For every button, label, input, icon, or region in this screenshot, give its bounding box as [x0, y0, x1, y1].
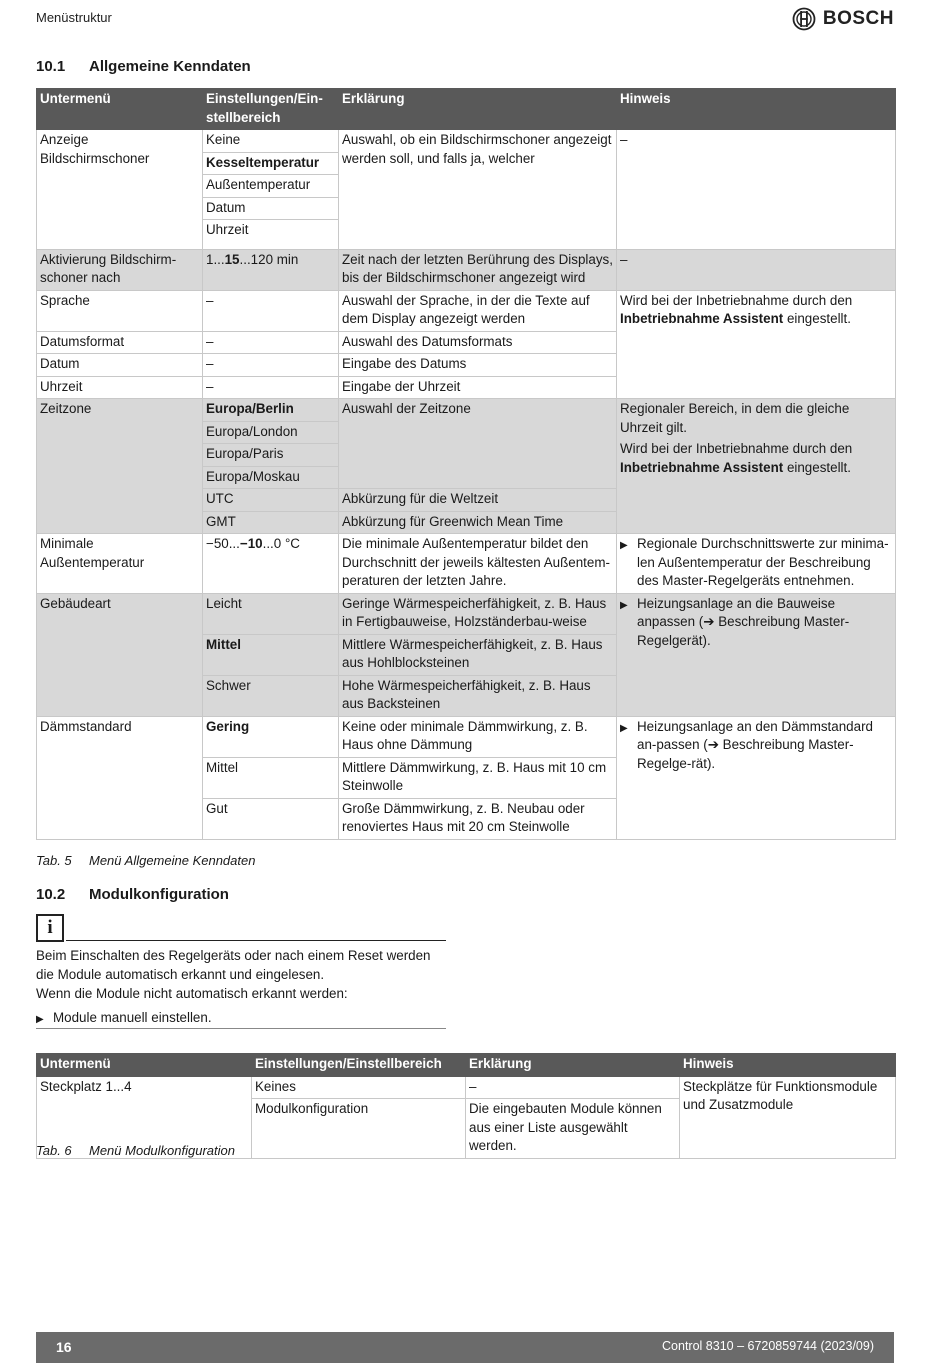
hint-cell: Regionaler Bereich, in dem die gleiche Uhrzeit gilt. Wird bei der Inbetriebnahme durch den Inbetriebnahme Assistent eingestellt. — [617, 399, 896, 534]
hint-cell: Steckplätze für Funktionsmodule und Zusatzmodule — [680, 1076, 896, 1158]
row-label: Datumsformat — [37, 331, 203, 354]
explanation-cell: Abkürzung für Greenwich Mean Time — [339, 511, 617, 534]
table-row — [37, 399, 896, 422]
bullet-triangle-icon: ▶ — [620, 540, 628, 551]
table-header-row — [37, 1054, 896, 1077]
table-row — [37, 130, 896, 153]
table-row — [37, 290, 896, 331]
explanation-cell: Hohe Wärmespeicherfähigkeit, z. B. Haus aus Backsteinen — [339, 675, 617, 716]
explanation-cell: Auswahl, ob ein Bildschirmschoner angezeigt werden soll, und falls ja, welcher — [339, 130, 617, 250]
option-cell: Europa/Moskau — [203, 466, 339, 489]
col-header: Hinweis — [680, 1054, 896, 1077]
row-label: Aktivierung Bildschirm-schoner nach — [37, 249, 203, 290]
option-cell: Außentemperatur — [203, 175, 339, 198]
option-cell-default: Gering — [203, 716, 339, 757]
row-label: Sprache — [37, 290, 203, 331]
running-header: Menüstruktur — [36, 10, 112, 25]
table-caption: Tab. 6 Menü Modulkonfiguration — [36, 1143, 235, 1158]
explanation-cell: Mittlere Dämmwirkung, z. B. Haus mit 10 cm Steinwolle — [339, 757, 617, 798]
table-header-row — [37, 89, 896, 130]
option-cell-default: Kesseltemperatur — [203, 152, 339, 175]
col-header: Hinweis — [617, 89, 896, 130]
hint-cell: – — [617, 249, 896, 290]
option-cell-default: Mittel — [203, 634, 339, 675]
row-label: Minimale Außentemperatur — [37, 534, 203, 594]
table-row — [37, 249, 896, 290]
page-footer — [36, 1332, 894, 1363]
option-cell: Mittel — [203, 757, 339, 798]
value-cell: – — [203, 331, 339, 354]
option-cell: Schwer — [203, 675, 339, 716]
option-cell: Keines — [252, 1076, 466, 1099]
value-cell: 1...15...120 min — [203, 249, 339, 290]
table-caption: Tab. 5 Menü Allgemeine Kenndaten — [36, 853, 256, 868]
hint-cell: – — [617, 130, 896, 250]
bosch-logo — [792, 7, 894, 31]
value-cell: – — [203, 290, 339, 331]
option-cell: GMT — [203, 511, 339, 534]
hint-cell: ▶ Heizungsanlage an den Dämmstandard an-passen (➔ Beschreibung Master-Regelge-rät). — [617, 716, 896, 839]
table-row — [37, 1076, 896, 1099]
col-header: Untermenü — [37, 1054, 252, 1077]
row-label: Anzeige Bildschirmschoner — [37, 130, 203, 250]
col-header: Einstellungen/Ein-stellbereich — [203, 89, 339, 130]
value-cell: −50...−10...0 °C — [203, 534, 339, 594]
hint-cell: ▶ Heizungsanlage an die Bauweise anpassen (➔ Beschreibung Master-Regelgerät). — [617, 593, 896, 716]
option-cell: Modulkonfiguration — [252, 1099, 466, 1159]
table-allgemeine-kenndaten — [36, 88, 896, 840]
col-header: Erklärung — [466, 1054, 680, 1077]
explanation-cell: Die minimale Außentemperatur bildet den Durchschnitt der jeweils kältesten Außentem-peraturen der letzten Jahre. — [339, 534, 617, 594]
col-header: Einstellungen/Einstellbereich — [252, 1054, 466, 1077]
page-number: 16 — [56, 1339, 72, 1355]
explanation-cell: Auswahl des Datumsformats — [339, 331, 617, 354]
explanation-cell: – — [466, 1076, 680, 1099]
row-label: Zeitzone — [37, 399, 203, 534]
option-cell: Uhrzeit — [203, 220, 339, 250]
hint-cell: Wird bei der Inbetriebnahme durch den Inbetriebnahme Assistent eingestellt. — [617, 290, 896, 399]
bosch-armature-icon — [792, 7, 816, 31]
bullet-triangle-icon: ▶ — [36, 1014, 44, 1025]
section-heading-10-1: 10.1 Allgemeine Kenndaten — [36, 58, 251, 75]
bullet-triangle-icon: ▶ — [620, 599, 628, 611]
option-cell: UTC — [203, 489, 339, 512]
table-row — [37, 534, 896, 594]
option-cell-default: Europa/Berlin — [203, 399, 339, 422]
info-notice — [36, 946, 446, 1029]
option-cell: Datum — [203, 197, 339, 220]
info-icon: i — [36, 914, 64, 942]
value-cell: – — [203, 376, 339, 399]
explanation-cell: Mittlere Wärmespeicherfähigkeit, z. B. Haus aus Hohlblocksteinen — [339, 634, 617, 675]
row-label: Steckplatz 1...4 — [37, 1076, 252, 1158]
notice-text: Wenn die Module nicht automatisch erkannt werden: — [36, 986, 348, 1001]
col-header: Erklärung — [339, 89, 617, 130]
row-label: Datum — [37, 354, 203, 377]
section-heading-10-2: 10.2 Modulkonfiguration — [36, 886, 229, 903]
value-cell: – — [203, 354, 339, 377]
table-row — [37, 593, 896, 634]
notice-bullet: ▶ Module manuell einstellen. — [36, 1008, 446, 1029]
explanation-cell: Auswahl der Sprache, in der die Texte auf dem Display angezeigt werden — [339, 290, 617, 331]
col-header: Untermenü — [37, 89, 203, 130]
row-label: Dämmstandard — [37, 716, 203, 839]
explanation-cell: Abkürzung für die Weltzeit — [339, 489, 617, 512]
explanation-cell: Keine oder minimale Dämmwirkung, z. B. Haus ohne Dämmung — [339, 716, 617, 757]
table-row — [37, 716, 896, 757]
notice-rule-bottom — [36, 1028, 446, 1029]
option-cell: Gut — [203, 798, 339, 839]
row-label: Uhrzeit — [37, 376, 203, 399]
option-cell: Europa/Paris — [203, 444, 339, 467]
explanation-cell: Eingabe der Uhrzeit — [339, 376, 617, 399]
bullet-triangle-icon: ▶ — [620, 722, 628, 734]
brand-name: BOSCH — [822, 8, 894, 29]
explanation-cell: Zeit nach der letzten Berührung des Displays, bis der Bildschirmschoner angezeigt wird — [339, 249, 617, 290]
option-cell: Leicht — [203, 593, 339, 634]
explanation-cell: Eingabe des Datums — [339, 354, 617, 377]
document-reference: Control 8310 – 6720859744 (2023/09) — [662, 1339, 874, 1353]
explanation-cell: Geringe Wärmespeicherfähigkeit, z. B. Haus in Fertigbauweise, Holzständerbau-weise — [339, 593, 617, 634]
explanation-cell: Große Dämmwirkung, z. B. Neubau oder renoviertes Haus mit 20 cm Steinwolle — [339, 798, 617, 839]
notice-rule-top — [66, 940, 446, 941]
explanation-cell: Auswahl der Zeitzone — [339, 399, 617, 489]
option-cell: Europa/London — [203, 421, 339, 444]
notice-text: Beim Einschalten des Regelgeräts oder nach einem Reset werden die Module automatisch erkannt und eingelesen. — [36, 948, 431, 982]
option-cell: Keine — [203, 130, 339, 153]
hint-cell: ▶ Regionale Durchschnittswerte zur minima-len Außentemperatur der Beschreibung des Master-Regelgeräts entnehmen. — [617, 534, 896, 594]
explanation-cell: Die eingebauten Module können aus einer Liste ausgewählt werden. — [466, 1099, 680, 1159]
row-label: Gebäudeart — [37, 593, 203, 716]
